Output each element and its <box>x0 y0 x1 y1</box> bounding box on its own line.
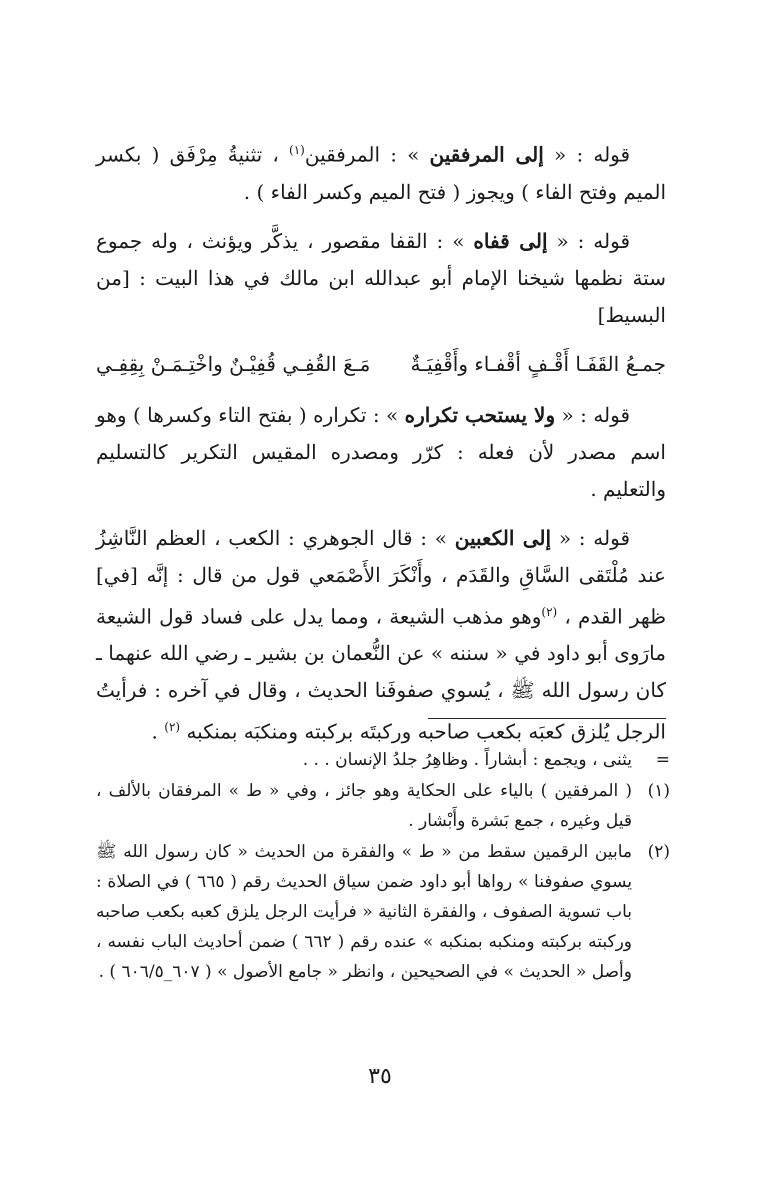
page-number: ٣٥ <box>368 1064 392 1089</box>
footnote-text: مابين الرقمين سقط من « ط » والفقرة من الحديث « كان رسول الله ﷺ يسوي صفوفنا » رواها أبو داود ضمن سياق الحديث رقم ( ٦٦٥ ) في الصلاة : باب تسوية الصفوف ، والفقرة الثانية « فرأيت الرجل يلزق كعبه بكعب صاحبه وركبته بركبته ومنكبه بمنكبه » عنده رقم ( ٦٦٢ ) ضمن أحاديث الباب نفسه ، وأصل « الحديث » في الصحيحين ، وانظر « جامع الأصول » ( ٦٠٧_٦٠٦/٥ ) . <box>96 842 632 982</box>
p1-keyword: إلى المرفقين <box>429 142 544 167</box>
footnote-continued <box>96 745 670 775</box>
footnote-ref-2-close: (٢) <box>164 720 181 735</box>
p4-keyword: إلى الكعبين <box>454 525 552 550</box>
p4-end: . <box>151 719 165 744</box>
p4-lead: قوله : « <box>558 525 631 550</box>
p2-lead: قوله : « <box>556 228 630 253</box>
footnote-marker: (١) <box>647 781 670 801</box>
footnote-ref-1: (١) <box>289 143 305 157</box>
footnote-marker: = <box>655 750 670 770</box>
p2-rest: » : القفا مقصور ، يذكَّر ويؤنث ، وله جموع ستة نظمها شيخنا الإمام أبو عبدالله ابن مالك في هذا البيت : [من البسيط] <box>96 228 666 327</box>
paragraph-3 <box>96 397 666 508</box>
footnote-2 <box>96 837 670 987</box>
p4-rest2: وهو مذهب الشيعة ، ومما يدل على فساد قول الشيعة مارَوى أبو داود في « سننه » عن النُّعمان بن بشير ـ رضي الله عنهما ـ كان رسول الله ﷺ ، يُسوي صفوفَنا الحديث ، وقال في آخره : فرأيتُ الرجل يُلزق كعبَه بكعب صاحبه وركبتَه بركبته ومنكبَه بمنكبه <box>96 604 666 744</box>
footnote-marker: (٢) <box>647 842 670 862</box>
verse-first-hemistich: جمـعُ القَفَـا أَقْـفٍ أقْفـاء وأَقْفِيَـةٌ <box>410 351 666 376</box>
footnote-text: ( المرفقين ) بالياء على الحكاية وهو جائز ، وفي « ط » المرفقان بالألف ، قيل وغيره ، جمع بَشرة وأَبْشار . <box>96 781 632 831</box>
p1-mid: » : المرفقين <box>304 142 420 167</box>
footnote-1 <box>96 776 670 836</box>
p3-rest: » : تكراره ( بفتح التاء وكسرها ) وهو اسم مصدر لأن فعله : كرّر ومصدره المقيس التكرير كالتسليم والتعليم . <box>96 402 666 501</box>
paragraph-4 <box>96 520 666 751</box>
p1-lead: قوله : « <box>554 142 631 167</box>
footnotes <box>96 745 670 988</box>
verse-second-hemistich: مَـعَ القُفِـي قُفِيْـنٌ واخْتِـمَـنْ بِقِفِـي <box>96 351 371 376</box>
paragraph-1 <box>96 132 666 211</box>
p3-keyword: ولا يستحب تكراره <box>404 402 556 427</box>
footnote-text: يثنى ، ويجمع : أبشاراً . وظاهِرُ جلدُ الإنسان . . . <box>302 750 632 770</box>
p2-keyword: إلى قفاه <box>473 228 548 253</box>
p1-rest: ، تثنيةُ مِرْفَق ( بكسر الميم وفتح الفاء ) ويجوز ( فتح الميم وكسر الفاء ) . <box>96 142 666 204</box>
paragraph-2 <box>96 223 666 334</box>
p3-lead: قوله : « <box>561 402 631 427</box>
footnote-divider <box>428 718 666 719</box>
poetry-verse <box>96 346 666 383</box>
p4-rest: » : قال الجوهري : الكعب ، العظم النَّاشِزُ عند مُلْتَقى السَّاقِ والقَدَم ، وأَنْكَرَ الأَصْمَعي قول من قال : إنَّه [في] ظهر القدم ، <box>96 525 666 629</box>
footnote-ref-2-open: (٢) <box>541 604 558 619</box>
main-text <box>96 132 666 763</box>
